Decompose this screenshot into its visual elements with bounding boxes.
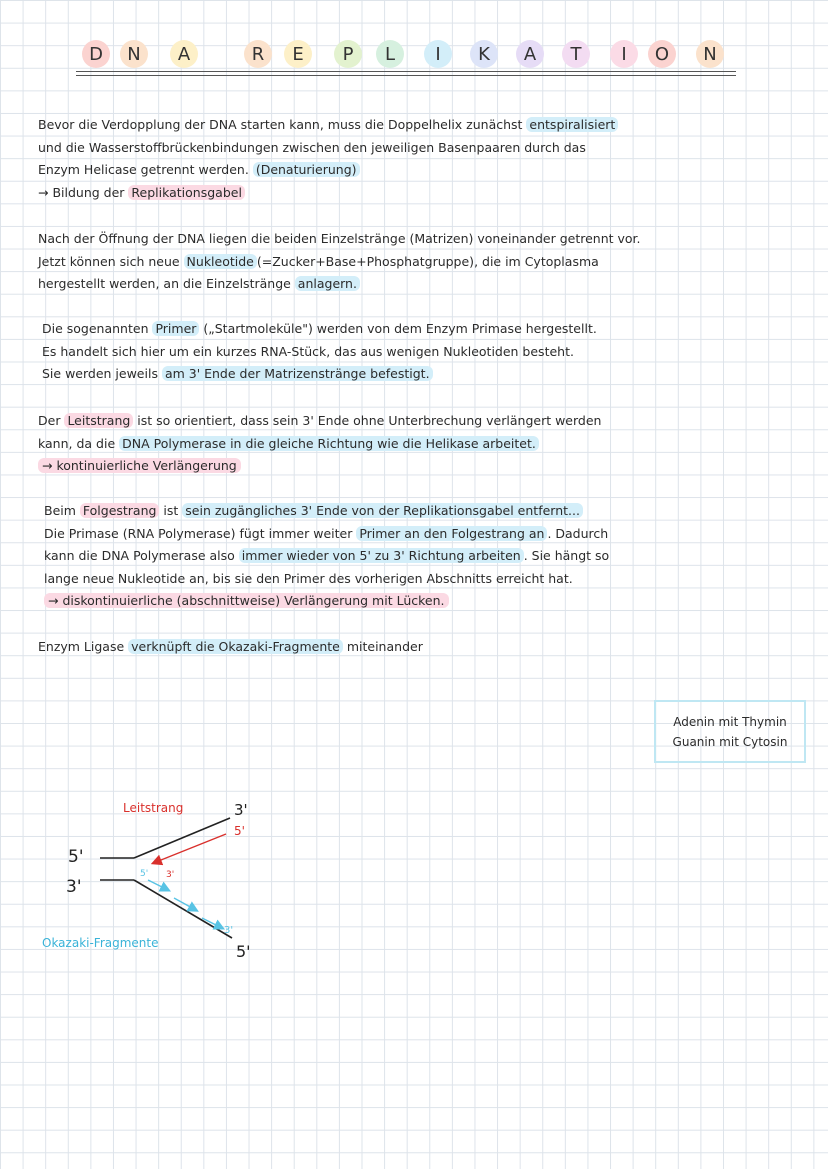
title-letter: I [610,40,638,68]
text-line: Sie werden jeweils am 3' Ende der Matrizenstränge befestigt. [42,363,762,386]
end-label: 3' [66,877,82,897]
title-letter: N [696,40,724,68]
text-line: Die sogenannten Primer („Startmoleküle") werden von dem Enzym Primase hergestellt. [42,321,597,336]
end-label: 3' [234,801,248,819]
title-letter: N [120,40,148,68]
title-letter: A [170,40,198,68]
end-label: 5' [140,869,149,879]
text-line: hergestellt werden, an die Einzelstränge anlagern. [38,273,758,296]
okazaki-fragment-arrow [174,898,194,909]
leitstrang-label: Leitstrang [123,801,184,815]
text-line: Es handelt sich hier um ein kurzes RNA-Stück, das aus wenigen Nukleotiden besteht. [42,343,574,359]
leading-strand-arrow [156,834,226,862]
title-letter: I [424,40,452,68]
text-line: Die Primase (RNA Polymerase) fügt immer weiter Primer an den Folgestrang an . Dadurch [44,525,609,541]
text-line: Enzym Helicase getrennt werden. (Denaturierung) [38,159,758,182]
text-line: → diskontinuierliche (abschnittweise) Verlängerung mit Lücken. [44,590,764,613]
title-letter: O [648,40,676,68]
end-label: 5' [68,847,84,867]
text-line: Jetzt können sich neue Nukleotide (=Zucker+Base+Phosphatgruppe), die im Cytoplasma [38,253,599,269]
end-label: 5' [234,824,245,838]
end-label: 3' [224,925,234,936]
note-line: Guanin mit Cytosin [672,734,788,749]
title-letter: E [284,40,312,68]
okazaki-fragment-arrow [148,880,166,889]
text-line: lange neue Nukleotide an, bis sie den Primer des vorherigen Abschnitts erreicht hat. [44,570,573,586]
lagging-template-strand [134,880,232,938]
title-letter: A [516,40,544,68]
text-line: → kontinuierliche Verlängerung [38,455,758,478]
text-line: Bevor die Verdopplung der DNA starten kann, muss die Doppelhelix zunächst entspiralisiert [38,114,758,137]
text-line: und die Wasserstoffbrückenbindungen zwischen den jeweiligen Basenpaaren durch das [38,139,586,155]
text-line: Enzym Ligase verknüpft die Okazaki-Fragmente miteinander [38,639,423,654]
title-letter: K [470,40,498,68]
okazaki-label: Okazaki-Fragmente [42,936,159,950]
text-line: → Bildung der Replikationsgabel [38,182,758,205]
text-line: kann die DNA Polymerase also immer wieder von 5' zu 3' Richtung arbeiten . Sie hängt so [44,548,610,564]
title-letter: R [244,40,272,68]
text-line: Nach der Öffnung der DNA liegen die beiden Einzelstränge (Matrizen) voneinander getrennt vor. [38,231,641,246]
text-line: Beim Folgestrang ist sein zugängliches 3' Ende von der Replikationsgabel entfernt... [44,500,764,523]
title-letter: D [82,40,110,68]
title-letter: P [334,40,362,68]
title-letter: T [562,40,590,68]
text-line: kann, da die DNA Polymerase in die gleiche Richtung wie die Helikase arbeitet. [38,433,758,456]
note-line: Adenin mit Thymin [673,714,787,729]
end-label: 5' [236,942,251,961]
title-letter: L [376,40,404,68]
end-label: 3' [166,870,175,880]
text-line: Der Leitstrang ist so orientiert, dass sein 3' Ende ohne Unterbrechung verlängert werden [38,413,602,428]
